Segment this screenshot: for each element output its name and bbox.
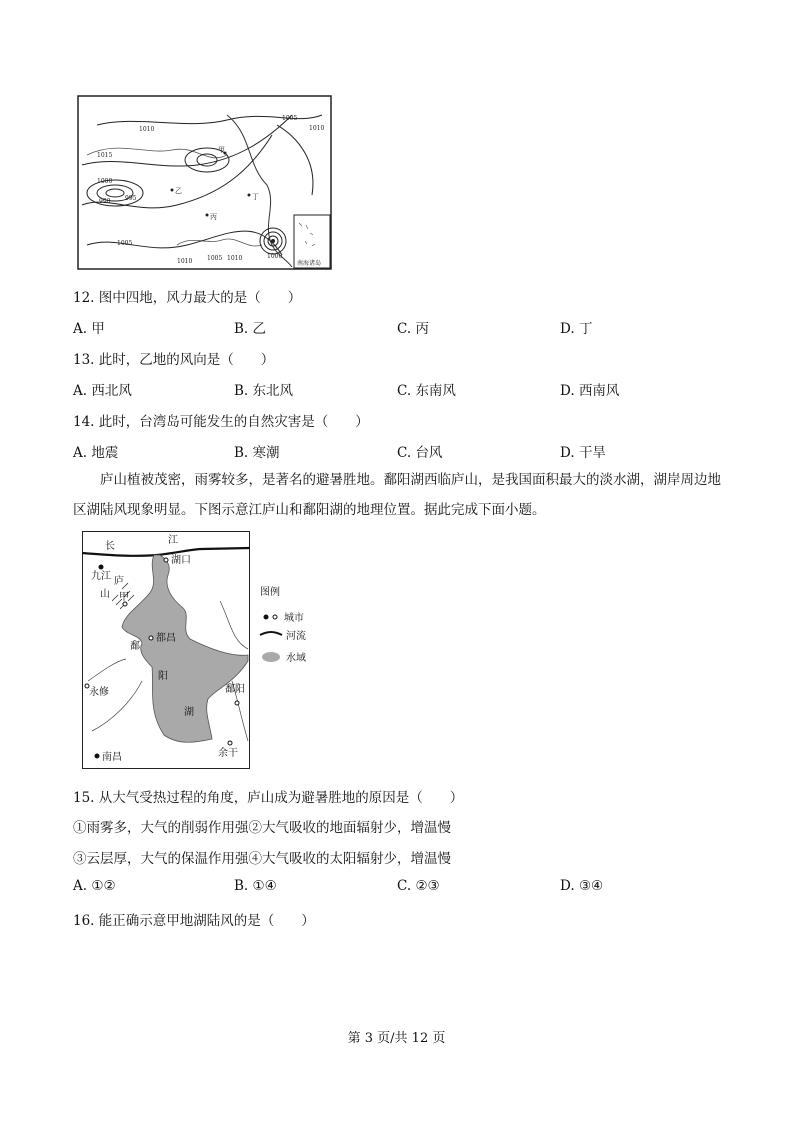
option-letter: B. [234,321,249,337]
legend-title: 图例 [260,587,280,598]
question-16 [73,909,315,929]
page-number: 第 3 页/共 12 页 [347,1031,446,1046]
label-yugan: 余干 [218,748,238,759]
question-number: 13. [73,352,95,368]
legend-city: 城市 [284,613,304,624]
option-text: 干旱 [578,445,606,461]
option-b[interactable] [234,317,266,337]
isobar-label: 1010 [309,125,325,132]
point-yi-label: 乙 [175,187,182,195]
inset-label: 南海诸岛 [297,260,322,267]
legend-river: 河流 [286,631,306,642]
question-15 [73,786,463,806]
option-letter: B. [234,383,249,399]
isobar-label: 1005 [207,255,223,262]
point-jia-label: 甲 [218,146,225,154]
isobar-label: 1000 [267,253,283,260]
question-12 [73,286,301,306]
question-text: 从大气受热过程的角度，庐山成为避暑胜地的原因是（ ） [98,790,464,806]
option-letter: D. [560,383,575,399]
option-text: ③④ [578,878,604,894]
option-text: 东北风 [252,383,294,399]
option-d[interactable] [560,317,592,337]
option-text: ②③ [415,878,440,894]
label-hu: 湖 [184,707,194,718]
isobar-label: 1010 [227,255,243,262]
label-lu: 庐 [114,576,124,587]
option-a[interactable] [73,379,132,399]
option-letter: A. [73,878,88,894]
option-text: 丁 [578,321,593,337]
option-d[interactable] [560,878,603,894]
question-number: 14. [73,414,95,430]
option-b[interactable] [234,878,277,894]
option-d[interactable] [560,379,619,399]
label-shan: 山 [100,589,110,600]
option-b[interactable] [234,441,280,461]
question-13 [73,348,274,368]
option-letter: D. [560,445,575,461]
point-ding-label: 丁 [252,193,259,201]
option-text: 东南风 [415,383,456,399]
isobar-map [77,95,332,270]
statement-line-2: ③云层厚，大气的保温作用强④大气吸收的太阳辐射少，增温慢 [73,851,451,867]
option-text: 丙 [415,321,429,337]
option-letter: A. [73,383,88,399]
option-c[interactable] [397,317,429,337]
option-text: 乙 [252,321,267,337]
question-number: 12. [73,290,95,306]
option-text: 地震 [91,445,119,461]
option-a[interactable] [73,441,118,461]
question-14 [73,410,369,430]
option-c[interactable] [397,878,440,894]
option-text: 甲 [91,321,105,337]
label-poyang-city: 鄱阳 [225,684,245,695]
option-c[interactable] [397,441,442,461]
option-letter: C. [397,445,412,461]
label-nanchang: 南昌 [102,752,122,763]
option-c[interactable] [397,379,456,399]
option-letter: C. [397,321,412,337]
option-text: ①④ [252,878,277,894]
isobar-label: 1010 [139,126,155,133]
label-yongxiu: 永修 [89,687,109,698]
isobar-label: 1010 [177,258,193,265]
option-a[interactable] [73,878,116,894]
label-hukou: 湖口 [171,555,191,566]
option-letter: D. [560,321,575,337]
passage-text: 庐山植被茂密，雨雾较多，是著名的避暑胜地。鄱阳湖西临庐山，是我国面积最大的淡水湖，湖岸周边地区湖陆风现象明显。下图示意江庐山和鄱阳湖的地理位置。据此完成下面小题。 [73,472,721,518]
label-po: 鄱 [130,641,140,652]
legend-water: 水域 [286,653,306,664]
isobar-label: 1015 [97,152,113,159]
option-letter: B. [234,445,249,461]
option-letter: C. [397,383,412,399]
question-text: 此时，乙地的风向是（ ） [98,352,275,368]
statement-line-1: ①雨雾多，大气的削弱作用强②大气吸收的地面辐射少，增温慢 [73,820,451,836]
option-text: 寒潮 [252,445,280,461]
question-number: 16. [73,913,95,929]
isobar-label: 1005 [282,115,298,122]
option-d[interactable] [560,441,606,461]
option-letter: B. [234,878,249,894]
map-legend [258,583,328,668]
option-letter: C. [397,878,412,894]
question-text: 图中四地，风力最大的是（ ） [98,290,302,306]
isobar-label: 995 [125,195,137,202]
option-letter: A. [73,445,88,461]
option-text: ①② [91,878,116,894]
label-jiang: 江 [168,535,178,546]
isobar-label: 1005 [117,240,133,247]
label-yang: 阳 [158,671,168,682]
point-bing-label: 丙 [210,213,217,221]
poyang-map [82,531,250,769]
option-letter: A. [73,321,88,337]
option-a[interactable] [73,317,105,337]
isobar-label: 1000 [97,178,113,185]
label-chang: 长 [105,541,115,552]
isobar-label: 990 [99,198,111,205]
label-jia: 甲 [119,592,129,603]
option-letter: D. [560,878,575,894]
option-text: 西南风 [578,383,620,399]
question-text: 能正确示意甲地湖陆风的是（ ） [98,913,315,929]
option-text: 台风 [415,445,443,461]
option-text: 西北风 [91,383,132,399]
option-b[interactable] [234,379,293,399]
question-number: 15. [73,790,95,806]
label-jiujiang: 九江 [91,571,111,582]
question-text: 此时，台湾岛可能发生的自然灾害是（ ） [98,414,369,430]
label-duchang: 都昌 [156,633,176,644]
